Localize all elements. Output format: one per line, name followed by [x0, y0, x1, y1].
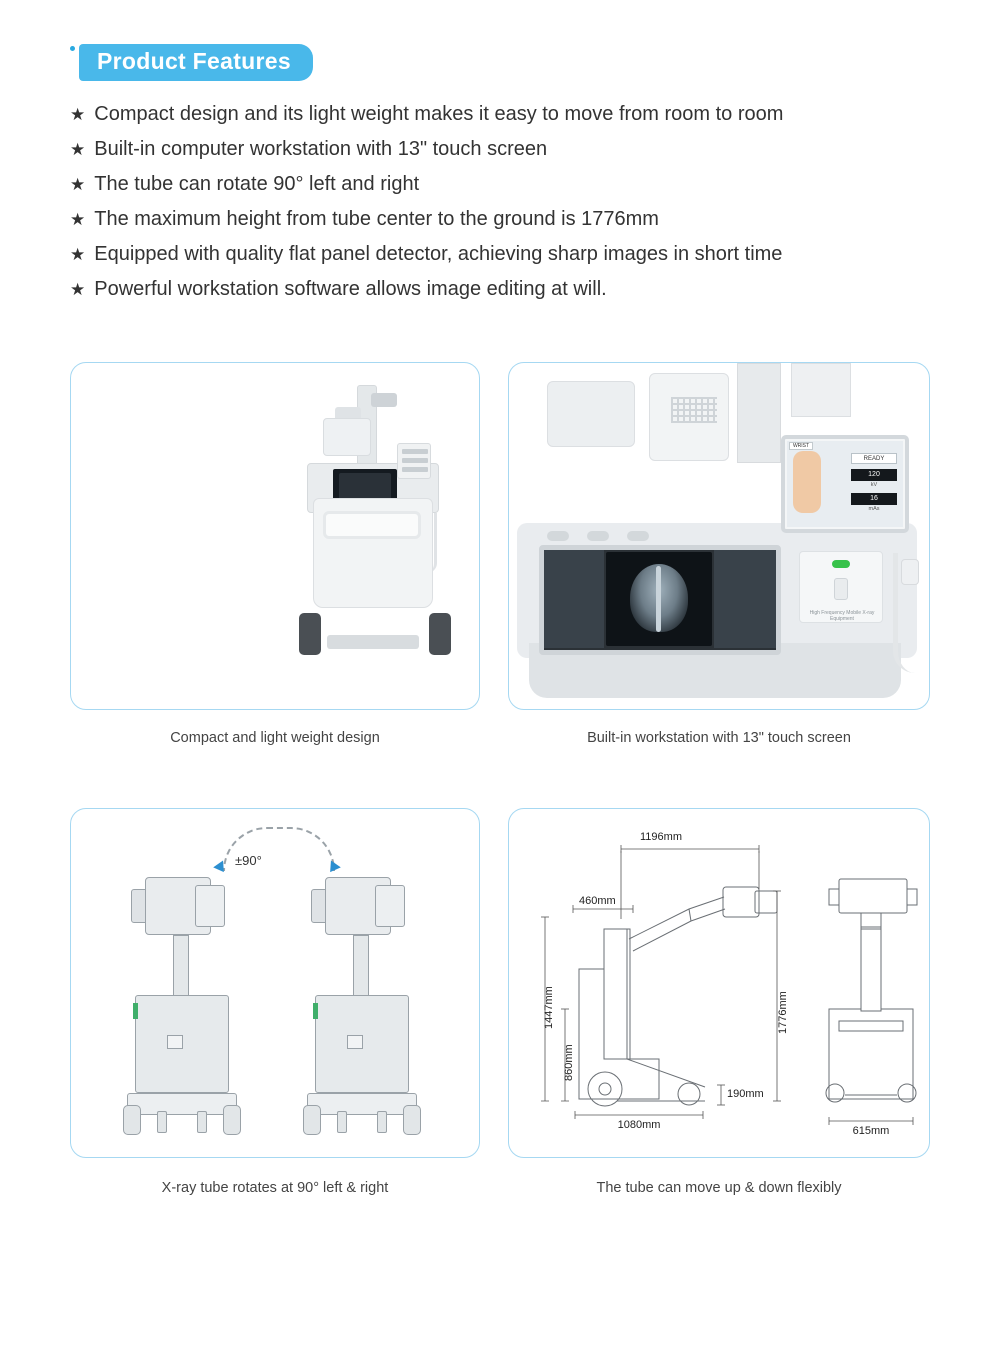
- star-icon: ★: [70, 280, 86, 299]
- control-panel-box[interactable]: [799, 551, 883, 623]
- star-icon: ★: [70, 175, 86, 194]
- mas-unit-label: mAs: [868, 506, 880, 512]
- feature-item: [70, 209, 930, 229]
- machine-front-view-image: [71, 363, 479, 709]
- feature-item: [70, 104, 930, 124]
- bullet-dot-icon: [70, 46, 75, 51]
- star-icon: ★: [70, 245, 86, 264]
- feature-item: [70, 244, 930, 264]
- feature-text: Built-in computer workstation with 13" touch screen: [94, 138, 548, 160]
- feature-text: The maximum height from tube center to the ground is 1776mm: [94, 208, 659, 230]
- feature-text: The tube can rotate 90° left and right: [94, 173, 420, 195]
- machine-rotated-right: [303, 877, 423, 1137]
- feature-text: Equipped with quality flat panel detector, achieving sharp images in short time: [94, 243, 783, 265]
- dim-height-low: 860mm: [563, 1044, 575, 1081]
- mas-value: 16: [851, 493, 897, 505]
- machine-rotated-left: [123, 877, 243, 1137]
- exam-region-label: WRIST: [789, 442, 813, 450]
- workstation-monitor[interactable]: [539, 545, 781, 655]
- dim-base-width: 615mm: [852, 1125, 890, 1137]
- product-image-card-dimensions: [508, 808, 930, 1158]
- touch-screen-panel[interactable]: [781, 435, 909, 533]
- star-icon: ★: [70, 105, 86, 124]
- rotation-angle-label: ±90°: [235, 853, 262, 868]
- status-badge: READY: [851, 453, 897, 464]
- dim-base-length: 1080mm: [617, 1119, 661, 1131]
- panel-button[interactable]: [834, 578, 848, 600]
- page-header: [70, 44, 313, 81]
- device-label: High Frequency Mobile X-ray Equipment: [809, 610, 875, 622]
- dimension-drawing: [509, 809, 929, 1157]
- feature-text: Compact design and its light weight makes it easy to move from room to room: [94, 103, 784, 125]
- product-image-card-rotation: [70, 808, 480, 1158]
- workstation-closeup-image: [509, 363, 929, 709]
- feature-item: [70, 139, 930, 159]
- hand-switch-handle[interactable]: [901, 559, 919, 585]
- star-icon: ★: [70, 210, 86, 229]
- dim-height-total: 1776mm: [777, 991, 789, 1034]
- product-image-card-compact: [70, 362, 480, 710]
- dimension-svg: [509, 809, 930, 1158]
- star-icon: ★: [70, 140, 86, 159]
- feature-item: [70, 174, 930, 194]
- card-caption-rotation: X-ray tube rotates at 90° left & right: [161, 1180, 389, 1196]
- dim-height-mid: 1447mm: [543, 986, 555, 1029]
- power-led-icon: [832, 560, 850, 568]
- page-title: Product Features: [79, 44, 313, 81]
- feature-list: [70, 104, 930, 314]
- product-image-card-workstation: [508, 362, 930, 710]
- dim-arm-reach: 460mm: [579, 895, 616, 907]
- dim-top-width: 1196mm: [640, 831, 682, 843]
- kv-unit-label: kV: [870, 482, 878, 488]
- card-caption-workstation: Built-in workstation with 13" touch screen: [587, 730, 851, 746]
- kv-value: 120: [851, 469, 897, 481]
- feature-item: [70, 279, 930, 299]
- dim-ground-clearance: 190mm: [727, 1088, 764, 1100]
- card-caption-compact: Compact and light weight design: [170, 730, 380, 746]
- tube-rotation-diagram: [71, 809, 479, 1157]
- card-caption-dimensions: The tube can move up & down flexibly: [596, 1180, 842, 1196]
- feature-text: Powerful workstation software allows image editing at will.: [94, 278, 607, 300]
